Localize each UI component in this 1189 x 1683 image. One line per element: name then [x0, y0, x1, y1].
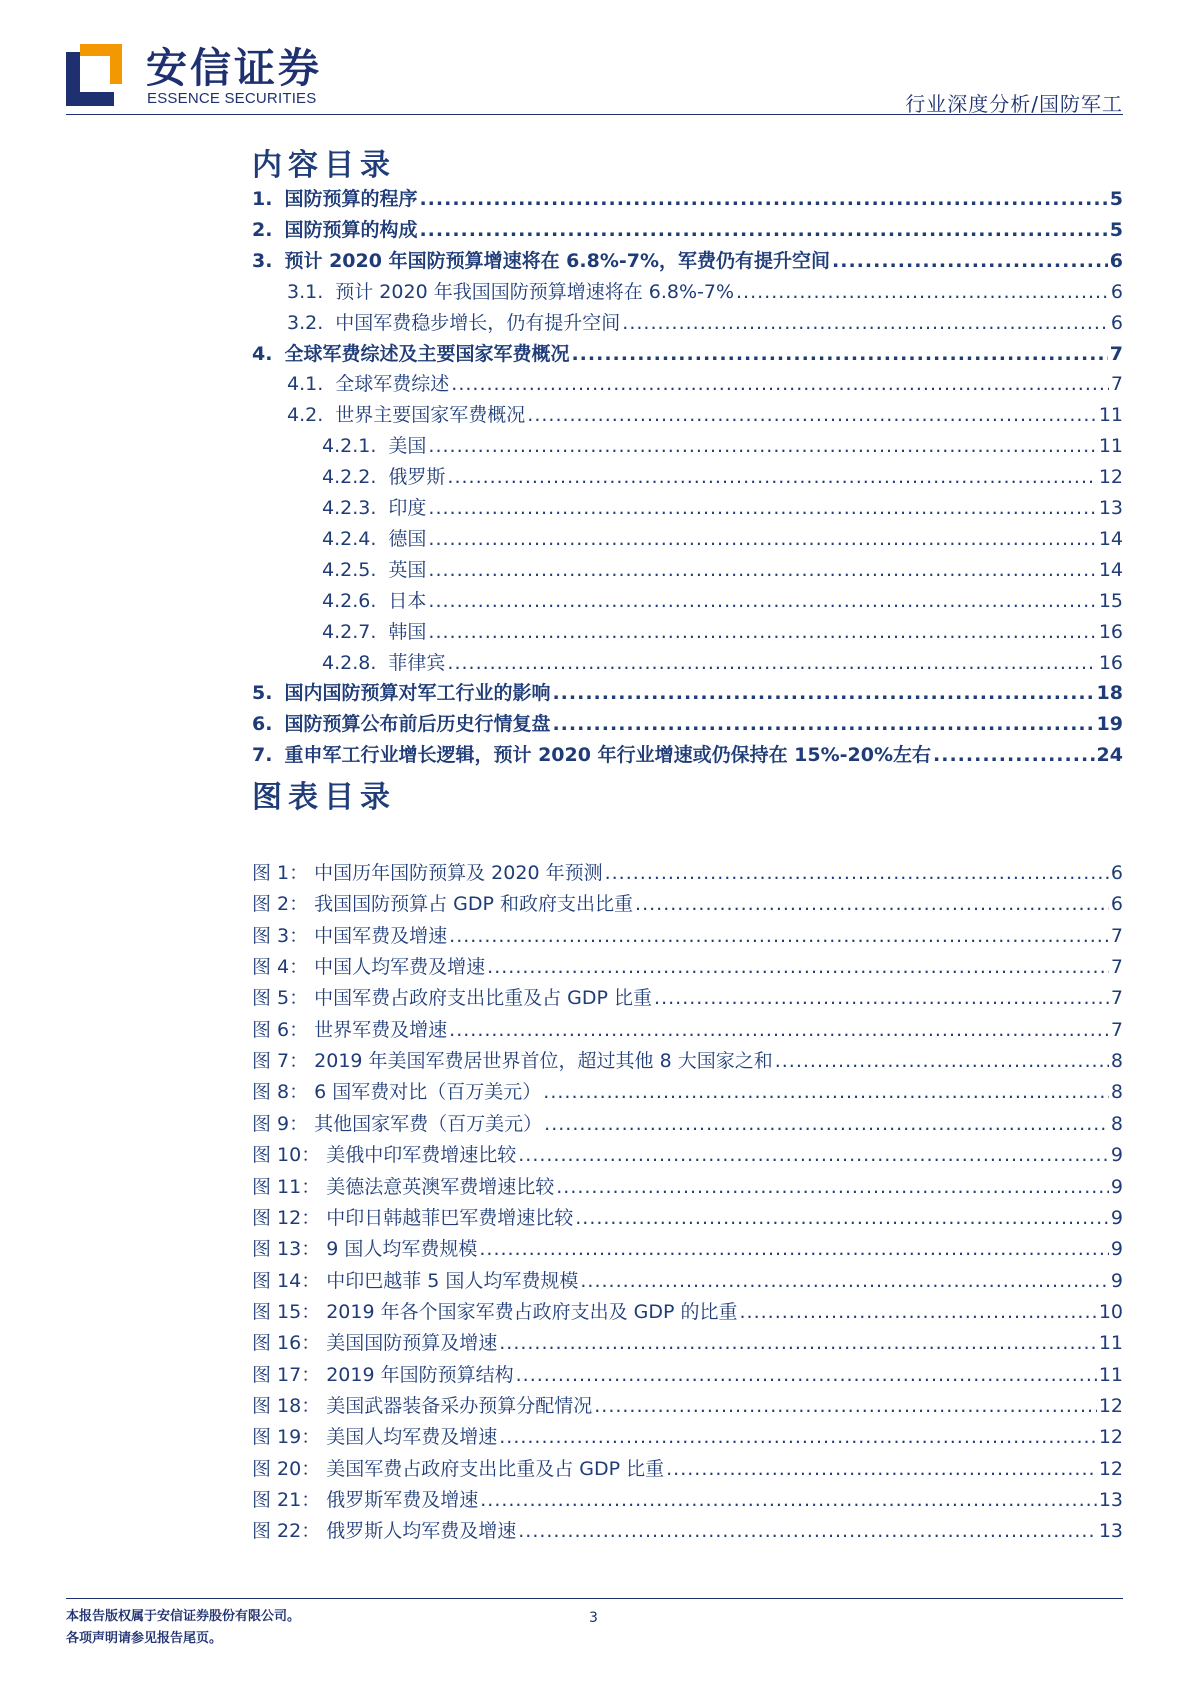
figure-entry-page: 8: [1110, 1112, 1123, 1135]
figure-entry-number: 图 9：: [252, 1112, 309, 1135]
dot-leader: [543, 1081, 1109, 1103]
figure-entry[interactable]: [252, 952, 1123, 982]
figure-entry-page: 9: [1110, 1144, 1123, 1167]
toc-entry-page: 11: [1098, 435, 1123, 458]
dot-leader: [449, 1019, 1109, 1041]
figure-entry-page: 9: [1110, 1175, 1123, 1198]
dot-leader: [622, 312, 1109, 334]
figure-entry-title: 俄罗斯人均军费及增速: [326, 1520, 517, 1543]
figure-entry[interactable]: [252, 921, 1123, 951]
toc-entry-number: 4.2.4.: [322, 527, 377, 550]
dot-leader: [635, 893, 1109, 915]
dot-leader: [447, 652, 1096, 674]
dot-leader: [832, 250, 1108, 272]
figure-entry[interactable]: [252, 1360, 1123, 1390]
dot-leader: [556, 1176, 1109, 1198]
toc-entry-number: 5.: [252, 682, 273, 705]
figure-entry-title: 中国军费占政府支出比重及占 GDP 比重: [314, 987, 653, 1010]
toc-entry-title: 国内国防预算对军工行业的影响: [284, 682, 551, 705]
dot-leader: [487, 956, 1109, 978]
toc-entry-page: 14: [1098, 558, 1123, 581]
figure-entry-title: 美国军费占政府支出比重及占 GDP 比重: [326, 1457, 665, 1480]
logo-chinese-name: 安信证券: [146, 44, 322, 92]
toc-entry-4-2-7[interactable]: [322, 617, 1123, 647]
figure-entry-number: 图 5：: [252, 987, 309, 1010]
figure-entry-page: 10: [1098, 1300, 1123, 1323]
toc-entry-page: 5: [1109, 188, 1123, 210]
toc-entry-number: 4.2.3.: [322, 497, 377, 519]
figure-entry-number: 图 3：: [252, 924, 309, 947]
figure-entry-number: 图 19：: [252, 1426, 321, 1449]
figure-entry[interactable]: [252, 889, 1123, 919]
toc-entry-5[interactable]: [252, 678, 1123, 708]
dot-leader: [518, 1520, 1097, 1542]
toc-entry-title: 世界主要国家军费概况: [335, 404, 526, 427]
dot-leader: [428, 497, 1096, 519]
dot-leader: [480, 1489, 1097, 1511]
figure-entry-page: 8: [1110, 1081, 1123, 1104]
figure-entry-page: 6: [1110, 893, 1123, 916]
figure-entry-page: 9: [1110, 1269, 1123, 1292]
toc-entry-3[interactable]: [252, 246, 1123, 276]
figure-entry-page: 7: [1110, 987, 1123, 1010]
toc-entry-title: 全球军费综述及主要国家军费概况: [284, 342, 570, 365]
toc-entry-page: 18: [1096, 682, 1123, 705]
figure-entry[interactable]: [252, 983, 1123, 1013]
figure-entry-number: 图 20：: [252, 1457, 321, 1480]
dot-leader: [736, 281, 1109, 303]
dot-leader: [666, 1458, 1097, 1480]
dot-leader: [419, 188, 1107, 210]
figures-title: 图表目录: [252, 780, 396, 815]
dot-leader: [499, 1426, 1097, 1448]
toc-entry-title: 韩国: [388, 620, 427, 643]
toc-entry-title: 国防预算公布前后历史行情复盘: [284, 713, 551, 736]
figure-entry[interactable]: [252, 1077, 1123, 1107]
toc-entry-title: 日本: [388, 589, 427, 612]
toc-entry-3-1[interactable]: [287, 277, 1123, 307]
dot-leader: [775, 1050, 1109, 1072]
toc-entry-number: 4.2.2.: [322, 466, 377, 489]
toc-entry-1[interactable]: [252, 184, 1123, 214]
toc-entry-number: 4.2.: [287, 404, 324, 427]
figure-entry-page: 13: [1098, 1489, 1123, 1511]
figure-entry-title: 美国国防预算及增速: [326, 1332, 498, 1355]
figure-entry[interactable]: [252, 1046, 1123, 1076]
footer-notice: 各项声明请参见报告尾页。: [66, 1631, 223, 1646]
figure-entry-page: 7: [1110, 924, 1123, 947]
toc-entry-page: 16: [1098, 620, 1123, 643]
figure-entry-number: 图 12：: [252, 1206, 321, 1229]
toc-entry-title: 预计 2020 年国防预算增速将在 6.8%-7%，军费仍有提升空间: [284, 249, 831, 272]
toc-entry-4-2-8[interactable]: [322, 648, 1123, 678]
figure-entry[interactable]: [252, 1485, 1123, 1515]
toc-entry-4-2-1[interactable]: [322, 431, 1123, 461]
toc-entry-4-1[interactable]: [287, 369, 1123, 399]
figure-entry-title: 中印日韩越菲巴军费增速比较: [326, 1206, 574, 1229]
figure-entry-number: 图 1：: [252, 862, 309, 884]
figure-entry-page: 6: [1110, 862, 1123, 884]
toc-entry-title: 印度: [388, 497, 427, 519]
toc-entry-page: 6: [1109, 249, 1123, 272]
toc-entry-number: 6.: [252, 713, 273, 736]
figure-entry-number: 图 18：: [252, 1394, 321, 1417]
toc-entry-number: 4.: [252, 342, 273, 365]
figure-entry-page: 9: [1110, 1238, 1123, 1261]
dot-leader: [428, 528, 1096, 550]
dot-leader: [479, 1238, 1109, 1260]
dot-leader: [654, 987, 1109, 1009]
dot-leader: [499, 1332, 1097, 1354]
figure-entry-title: 中印巴越菲 5 国人均军费规模: [326, 1269, 579, 1292]
toc-entry-title: 英国: [388, 558, 427, 581]
figure-entry-title: 2019 年美国军费居世界首位，超过其他 8 大国家之和: [314, 1050, 773, 1073]
logo-english-name: ESSENCE SECURITIES: [147, 90, 317, 107]
toc-entry-number: 7.: [252, 744, 273, 767]
toc-entry-page: 11: [1098, 404, 1123, 427]
toc-entry-page: 13: [1098, 497, 1123, 519]
figure-entry-number: 图 11：: [252, 1175, 321, 1198]
figure-entry[interactable]: [252, 1328, 1123, 1358]
figure-entry-page: 8: [1110, 1050, 1123, 1073]
figure-entry-title: 俄罗斯军费及增速: [326, 1489, 479, 1511]
toc-entry-number: 3.2.: [287, 311, 324, 334]
toc-entry-4-2-3[interactable]: [322, 493, 1123, 523]
figure-entry-number: 图 16：: [252, 1332, 321, 1355]
figure-entry[interactable]: [252, 1172, 1123, 1202]
toc-entry-4-2-2[interactable]: [322, 462, 1123, 492]
figure-entry-title: 中国人均军费及增速: [314, 956, 486, 979]
figure-entry-page: 13: [1098, 1520, 1123, 1543]
toc-entry-page: 6: [1110, 280, 1123, 303]
figure-entry-title: 6 国军费对比（百万美元）: [314, 1081, 542, 1104]
toc-entry-title: 重申军工行业增长逻辑，预计 2020 年行业增速或仍保持在 15%-20%左右: [284, 744, 932, 767]
figure-entry-number: 图 8：: [252, 1081, 309, 1104]
dot-leader: [571, 343, 1107, 365]
figure-entry[interactable]: [252, 1140, 1123, 1170]
figure-entry-title: 中国历年国防预算及 2020 年预测: [314, 862, 603, 884]
figure-entry-number: 图 17：: [252, 1363, 321, 1386]
figure-entry-page: 7: [1110, 1018, 1123, 1041]
figure-entry[interactable]: [252, 1391, 1123, 1421]
figure-entry-title: 美国武器装备采办预算分配情况: [326, 1394, 593, 1417]
figure-entry[interactable]: [252, 1266, 1123, 1296]
toc-entry-4[interactable]: [252, 339, 1123, 369]
dot-leader: [527, 404, 1097, 426]
toc-entry-number: 4.2.5.: [322, 558, 377, 581]
dot-leader: [451, 373, 1109, 395]
toc-entry-page: 12: [1098, 466, 1123, 489]
figure-entry-number: 图 22：: [252, 1520, 321, 1543]
figure-entry-number: 图 14：: [252, 1269, 321, 1292]
figure-entry-number: 图 13：: [252, 1238, 321, 1261]
figure-entry-title: 美德法意英澳军费增速比较: [326, 1175, 555, 1198]
dot-leader: [575, 1207, 1109, 1229]
dot-leader: [447, 466, 1096, 488]
toc-entry-4-2-5[interactable]: [322, 555, 1123, 585]
dot-leader: [552, 682, 1094, 704]
dot-leader: [594, 1395, 1097, 1417]
dot-leader: [580, 1270, 1109, 1292]
report-category: 行业深度分析/国防军工: [905, 92, 1123, 116]
toc-entry-number: 4.1.: [287, 373, 324, 396]
dot-leader: [518, 1144, 1109, 1166]
figure-entry-number: 图 2：: [252, 893, 309, 916]
figure-entry[interactable]: [252, 1015, 1123, 1045]
dot-leader: [516, 1364, 1097, 1386]
toc-entry-3-2[interactable]: [287, 308, 1123, 338]
figure-entry-page: 12: [1098, 1457, 1123, 1480]
toc-entry-title: 菲律宾: [388, 651, 446, 674]
company-logo: [66, 44, 322, 107]
figure-entry-number: 图 15：: [252, 1300, 321, 1323]
dot-leader: [428, 621, 1096, 643]
footer-disclaimer: [66, 1606, 300, 1650]
header-divider: [66, 114, 1123, 115]
dot-leader: [449, 925, 1109, 947]
figure-entry-page: 7: [1110, 956, 1123, 979]
toc-entry-title: 俄罗斯: [388, 466, 446, 489]
figure-entry-title: 世界军费及增速: [314, 1018, 448, 1041]
dot-leader: [740, 1301, 1097, 1323]
figure-entry[interactable]: [252, 1422, 1123, 1452]
figure-entry[interactable]: [252, 1109, 1123, 1139]
toc-entry-title: 中国军费稳步增长，仍有提升空间: [335, 311, 621, 334]
toc-entry-page: 5: [1109, 218, 1123, 241]
toc-entry-6[interactable]: [252, 709, 1123, 739]
toc-entry-page: 19: [1096, 713, 1123, 736]
toc-entry-page: 7: [1110, 373, 1123, 396]
toc-entry-number: 2.: [252, 218, 273, 241]
toc-entry-page: 24: [1096, 744, 1123, 767]
figure-entry-page: 9: [1110, 1206, 1123, 1229]
dot-leader: [544, 1113, 1109, 1135]
toc-entry-page: 14: [1098, 527, 1123, 550]
figure-entry-page: 12: [1098, 1426, 1123, 1449]
figure-entry-page: 11: [1098, 1363, 1123, 1386]
dot-leader: [419, 219, 1107, 241]
toc-entry-number: 4.2.8.: [322, 651, 377, 674]
figure-entry-number: 图 10：: [252, 1144, 321, 1167]
figure-entry-title: 美俄中印军费增速比较: [326, 1144, 517, 1167]
figure-entry-title: 我国国防预算占 GDP 和政府支出比重: [314, 893, 634, 916]
toc-entry-title: 预计 2020 年我国国防预算增速将在 6.8%-7%: [335, 280, 735, 303]
contents-title: 内容目录: [252, 148, 396, 183]
figure-entry-number: 图 7：: [252, 1050, 309, 1073]
figure-entry-title: 其他国家军费（百万美元）: [314, 1112, 543, 1135]
figure-entry-title: 美国人均军费及增速: [326, 1426, 498, 1449]
toc-entry-number: 4.2.6.: [322, 589, 377, 612]
toc-entry-number: 3.: [252, 249, 273, 272]
toc-entry-title: 德国: [388, 527, 427, 550]
dot-leader: [428, 590, 1096, 612]
figure-entry-title: 中国军费及增速: [314, 924, 448, 947]
toc-entry-number: 4.2.1.: [322, 435, 377, 458]
toc-entry-title: 全球军费综述: [335, 373, 450, 396]
footer-copyright: 本报告版权属于安信证券股份有限公司。: [66, 1609, 301, 1624]
figure-entry[interactable]: [252, 1516, 1123, 1546]
figure-entry-title: 9 国人均军费规模: [326, 1238, 478, 1261]
dot-leader: [552, 713, 1094, 735]
toc-entry-7[interactable]: [252, 740, 1123, 770]
toc-entry-number: 4.2.7.: [322, 620, 377, 643]
toc-entry-number: 3.1.: [287, 280, 324, 303]
toc-entry-number: 1.: [252, 188, 273, 210]
footer-divider: [66, 1598, 1123, 1599]
toc-entry-2[interactable]: [252, 215, 1123, 245]
toc-entry-title: 国防预算的程序: [284, 188, 418, 210]
figure-entry-number: 图 21：: [252, 1489, 321, 1511]
figure-entry-page: 12: [1098, 1394, 1123, 1417]
figure-entry-title: 2019 年各个国家军费占政府支出及 GDP 的比重: [326, 1300, 738, 1323]
toc-entry-title: 美国: [388, 435, 427, 458]
dot-leader: [605, 862, 1109, 884]
figure-entry-page: 11: [1098, 1332, 1123, 1355]
figure-entry[interactable]: [252, 858, 1123, 888]
figure-entry-title: 2019 年国防预算结构: [326, 1363, 514, 1386]
toc-entry-4-2-6[interactable]: [322, 586, 1123, 616]
page-number: 3: [589, 1610, 598, 1626]
figure-entry-number: 图 6：: [252, 1018, 309, 1041]
toc-entry-4-2-4[interactable]: [322, 524, 1123, 554]
logo-mark-icon: [66, 44, 122, 106]
dot-leader: [428, 435, 1096, 457]
figure-entry[interactable]: [252, 1297, 1123, 1327]
toc-entry-4-2[interactable]: [287, 400, 1123, 430]
figure-entry[interactable]: [252, 1454, 1123, 1484]
toc-entry-page: 16: [1098, 651, 1123, 674]
figure-entry-number: 图 4：: [252, 956, 309, 979]
figure-entry[interactable]: [252, 1203, 1123, 1233]
toc-entry-page: 7: [1109, 342, 1123, 365]
dot-leader: [428, 559, 1096, 581]
toc-entry-page: 15: [1098, 589, 1123, 612]
toc-entry-page: 6: [1110, 311, 1123, 334]
figure-entry[interactable]: [252, 1234, 1123, 1264]
toc-entry-title: 国防预算的构成: [284, 218, 418, 241]
dot-leader: [933, 744, 1095, 766]
